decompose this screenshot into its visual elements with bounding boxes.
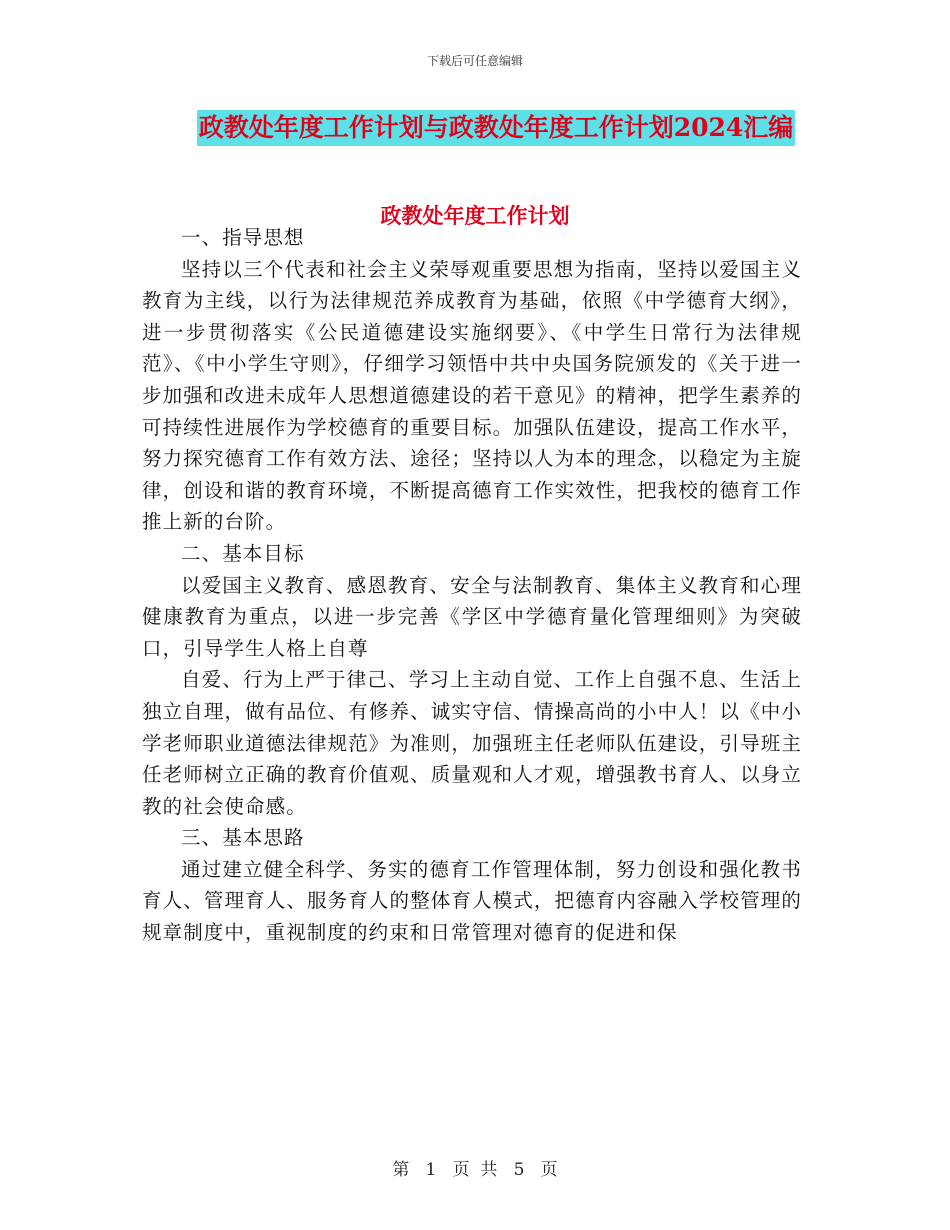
footer-total-pages: 5	[513, 1160, 525, 1180]
main-title: 政教处年度工作计划与政教处年度工作计划2024汇编	[197, 110, 796, 146]
footer-current-page: 1	[425, 1160, 437, 1180]
header-note: 下载后可任意编辑	[426, 54, 523, 68]
main-title-container	[0, 110, 950, 146]
paragraph-basic-approach: 通过建立健全科学、务实的德育工作管理体制，努力创设和强化教书育人、管理育人、服务育人的整体育人模式，把德育内容融入学校管理的规章制度中，重视制度的约束和日常管理对德育的促进和保	[142, 857, 802, 945]
heading-guiding-ideology: 一、指导思想	[181, 226, 305, 249]
footer-label-page: 第	[392, 1160, 410, 1180]
paragraph-basic-goals-1: 以爱国主义教育、感恩教育、安全与法制教育、集体主义教育和心理健康教育为重点，以进一步完善《学区中学德育量化管理细则》为突破口，引导学生人格上自尊	[142, 573, 802, 660]
paragraph-guiding-ideology: 坚持以三个代表和社会主义荣辱观重要思想为指南，坚持以爱国主义教育为主线，以行为法律规范养成教育为基础，依照《中学德育大纲》，进一步贯彻落实《公民道德建设实施纲要》、《中学生日常行为法律规范》、《中小学生守则》，仔细学习领悟中共中央国务院颁发的《关于进一步加强和改进未成年人思想道德建设的若干意见》的精神，把学生素养的可持续性进展作为学校德育的重要目标。加强队伍建设，提高工作水平，努力探究德育工作有效方法、途径；坚持以人为本的理念，以稳定为主旋律，创设和谐的教育环境，不断提高德育工作实效性，把我校的德育工作推上新的台阶。	[142, 257, 802, 534]
document-body	[142, 222, 802, 949]
heading-basic-goals: 二、基本目标	[181, 541, 305, 565]
footer-label-end: 页	[540, 1160, 558, 1180]
heading-basic-approach: 三、基本思路	[181, 826, 305, 850]
paragraph-basic-goals-2: 自爱、行为上严于律己、学习上主动自觉、工作上自强不息、生活上独立自理，做有品位、有修养、诚实守信、情操高尚的小中人！以《中小学老师职业道德法律规范》为准则，加强班主任老师队伍建设，引导班主任老师树立正确的教育价值观、质量观和人才观，增强教书育人、以身立教的社会使命感。	[142, 668, 802, 818]
section-title: 政教处年度工作计划	[380, 203, 570, 228]
footer-label-of: 页 共	[452, 1160, 498, 1180]
page-number-footer	[0, 1155, 950, 1180]
